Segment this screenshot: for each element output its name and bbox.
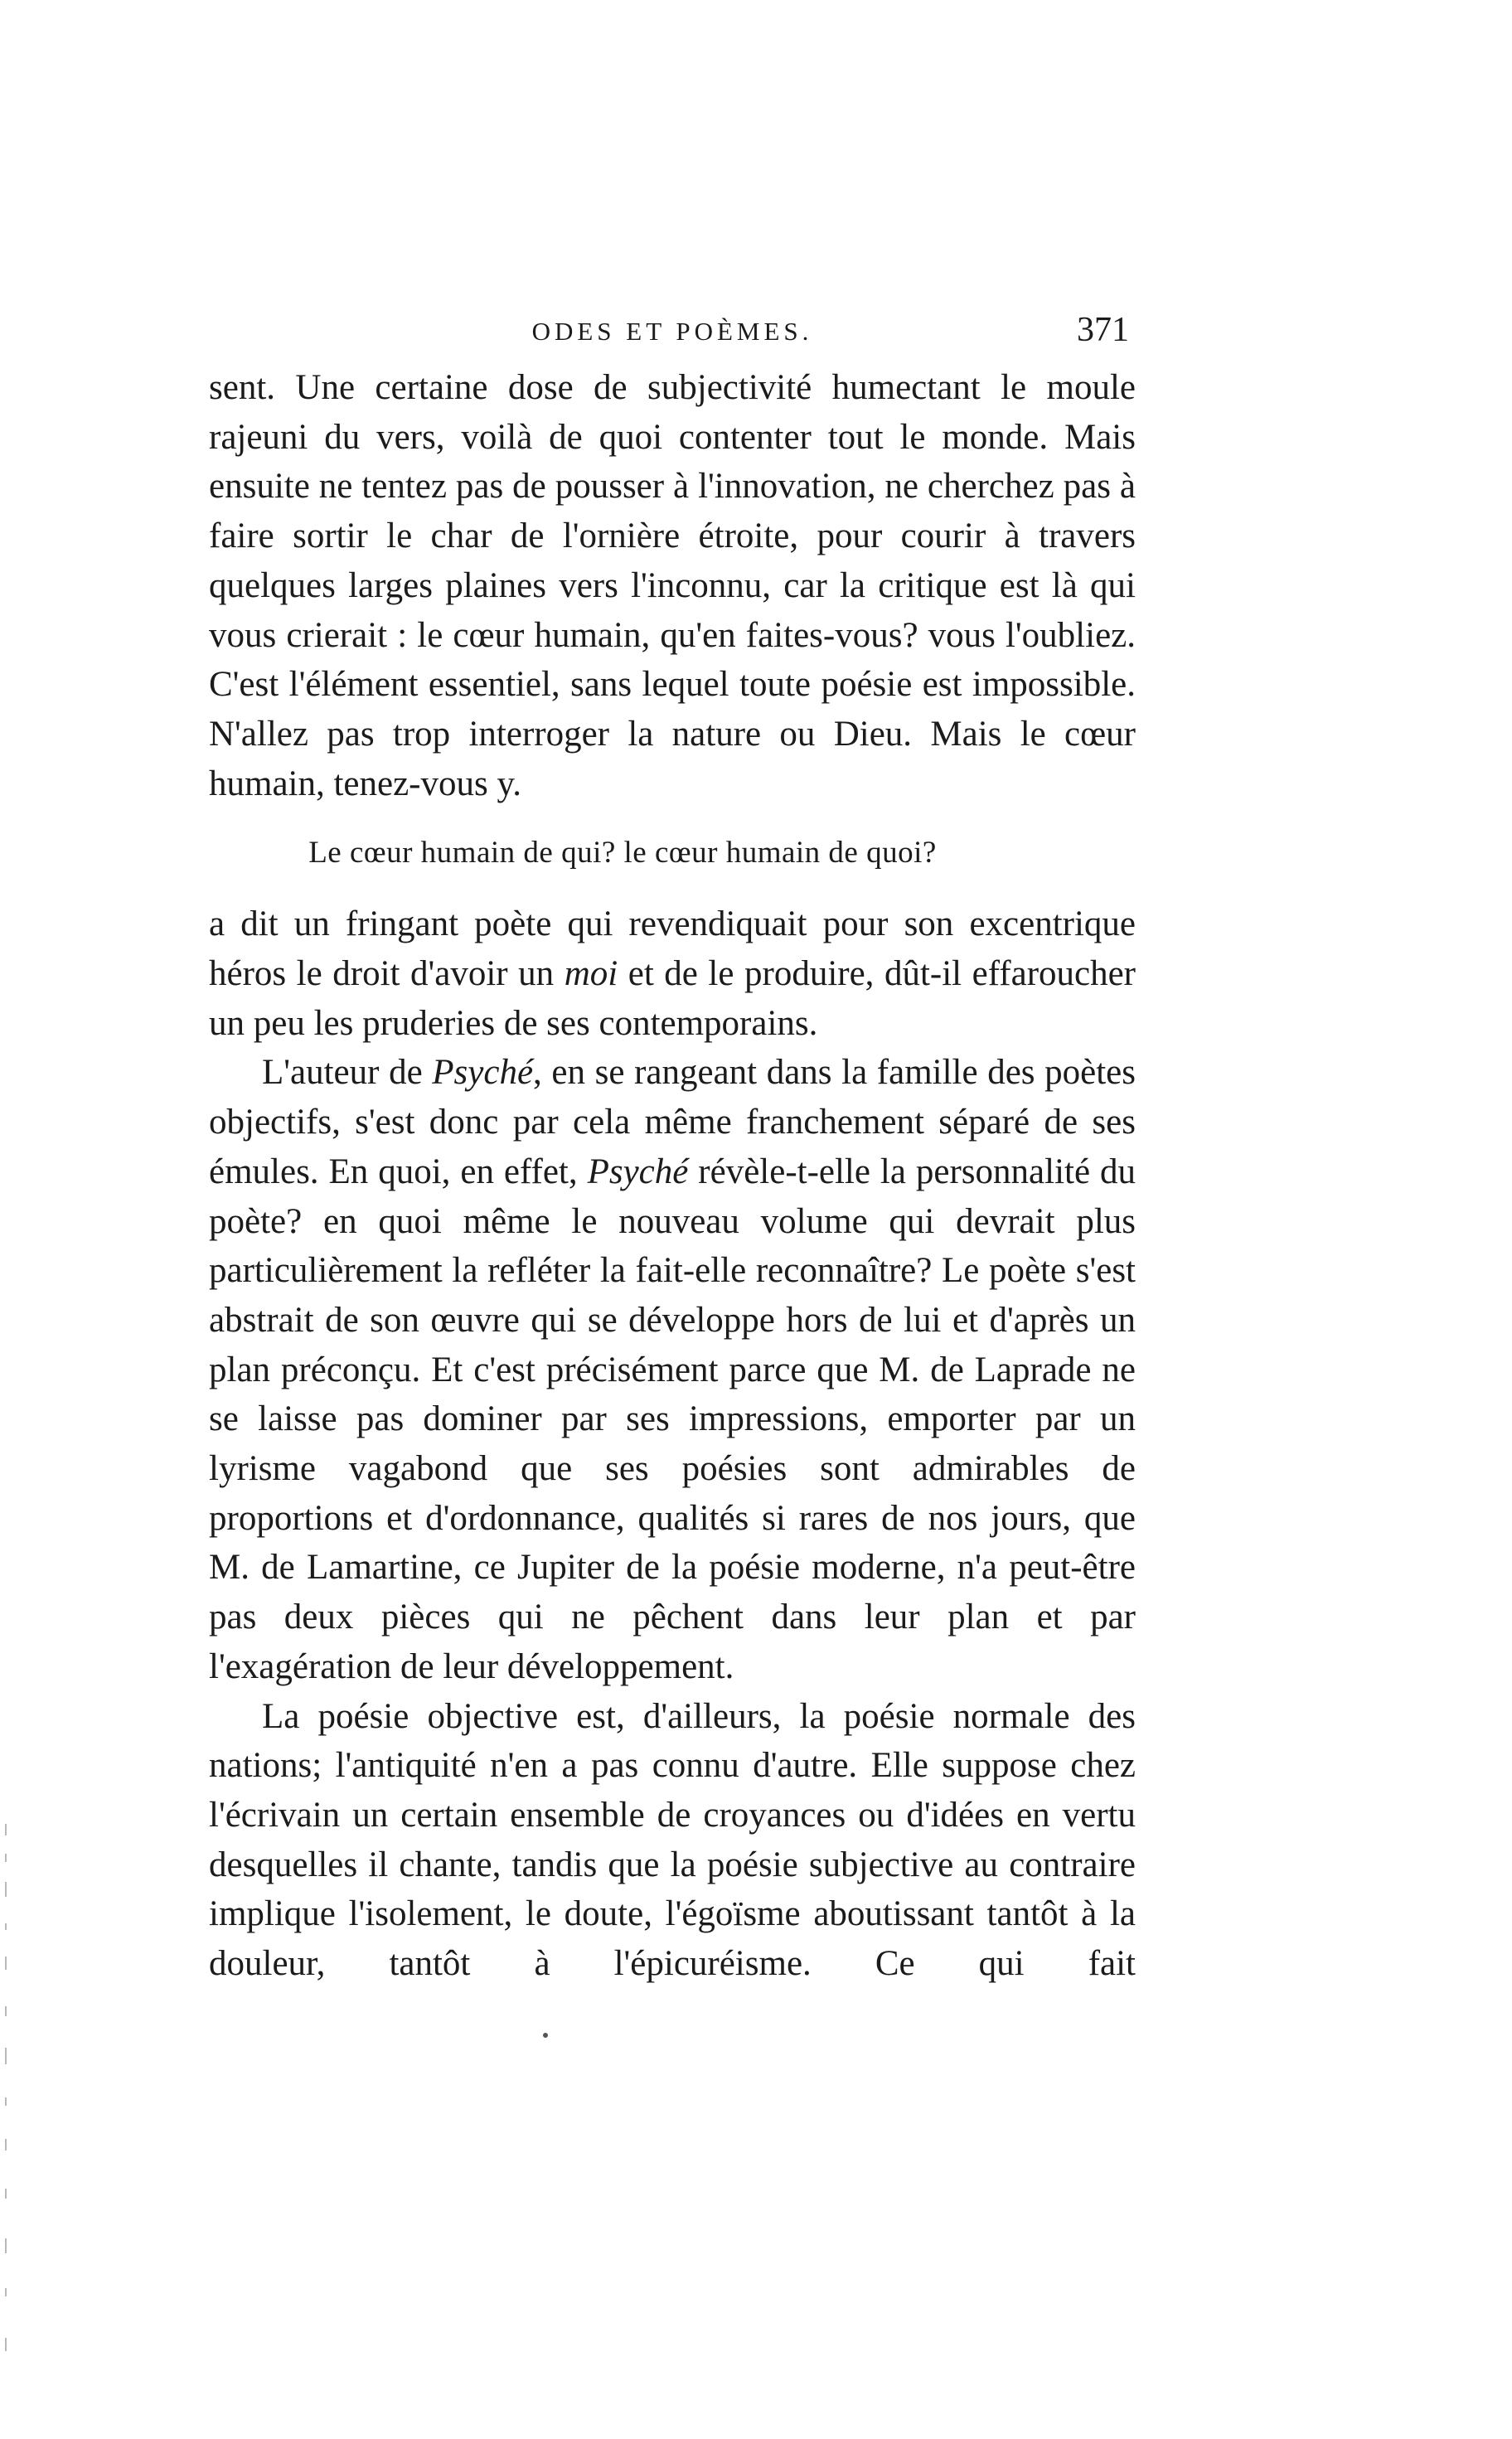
paragraph-3-italic-psyche-2: Psyché <box>587 1152 689 1191</box>
scan-margin-specks <box>5 1824 8 2404</box>
paragraph-2-text-a: a dit un fringant poète qui revendiquait pour son excentrique héros le droit d'avoir un <box>209 904 1136 994</box>
running-head <box>209 307 1136 356</box>
scan-speck <box>543 2033 548 2038</box>
paragraph-3-italic-psyche-1: Psyché <box>432 1053 534 1093</box>
paragraph-3-text-c: révèle-t-elle la personnalité du poète? en quoi même le nouveau volume qui devrait plus particulièrement la refléter la fait-elle reconnaître? Le poète s'est abstrait de son œuvre qui se développe hors de lui et d'après un plan préconçu. Et c'est précisément parce que M. de Laprade ne se laisse pas dominer par ses impressions, emporter par un lyrisme vagabond que ses poésies sont admirables de proportions et d'ordonnance, qualités si rares de nos jours, que M. de Lamartine, ce Jupiter de la poésie moderne, n'a peut-être pas deux pièces qui ne pêchent dans leur plan et par l'exagération de leur développement. <box>209 1152 1136 1686</box>
text-block <box>209 307 1136 1989</box>
page-number: 371 <box>1077 311 1129 349</box>
paragraph-2-text-b: et de le produire, dût-il effaroucher un peu les pruderies de ses contemporains. <box>209 954 1136 1043</box>
paragraph-3 <box>209 1048 1136 1691</box>
paragraph-4: La poésie objective est, d'ailleurs, la poésie normale des nations; l'antiquité n'en a pas connu d'autre. Elle suppose chez l'écrivain un certain ensemble de croyances ou d'idées en vertu desquelles il chante, tandis que la poésie subjective au contraire implique l'isolement, le doute, l'égoïsme aboutissant tantôt à la douleur, tantôt à l'épicuréisme. Ce qui fait <box>209 1696 1136 1984</box>
paragraph-2 <box>209 899 1136 1048</box>
paragraph-2-italic: moi <box>564 954 618 994</box>
running-head-title: ODES ET POÈMES. <box>531 317 813 346</box>
paragraph-3-text-a: L'auteur de <box>262 1053 433 1093</box>
paragraph-1: sent. Une certaine dose de subjectivité humectant le moule rajeuni du vers, voilà de quoi contenter tout le monde. Mais ensuite ne tentez pas de pousser à l'innovation, ne cherchez pas à faire sortir le char de l'ornière étroite, pour courir à travers quelques larges plaines vers l'inconnu, car la critique est là qui vous crierait : le cœur humain, qu'en faites-vous? vous l'oubliez. C'est l'élément essentiel, sans lequel toute poésie est impossible. N'allez pas trop interroger la nature ou Dieu. Mais le cœur humain, tenez-vous y. <box>209 368 1136 803</box>
quoted-verse: Le cœur humain de qui? le cœur humain de quoi? <box>308 836 937 870</box>
paragraph-3-text-b: , en se rangeant dans la famille des poètes objectifs, s'est donc par cela même franchement séparé de ses émules. En quoi, en effet, <box>209 1053 1136 1191</box>
